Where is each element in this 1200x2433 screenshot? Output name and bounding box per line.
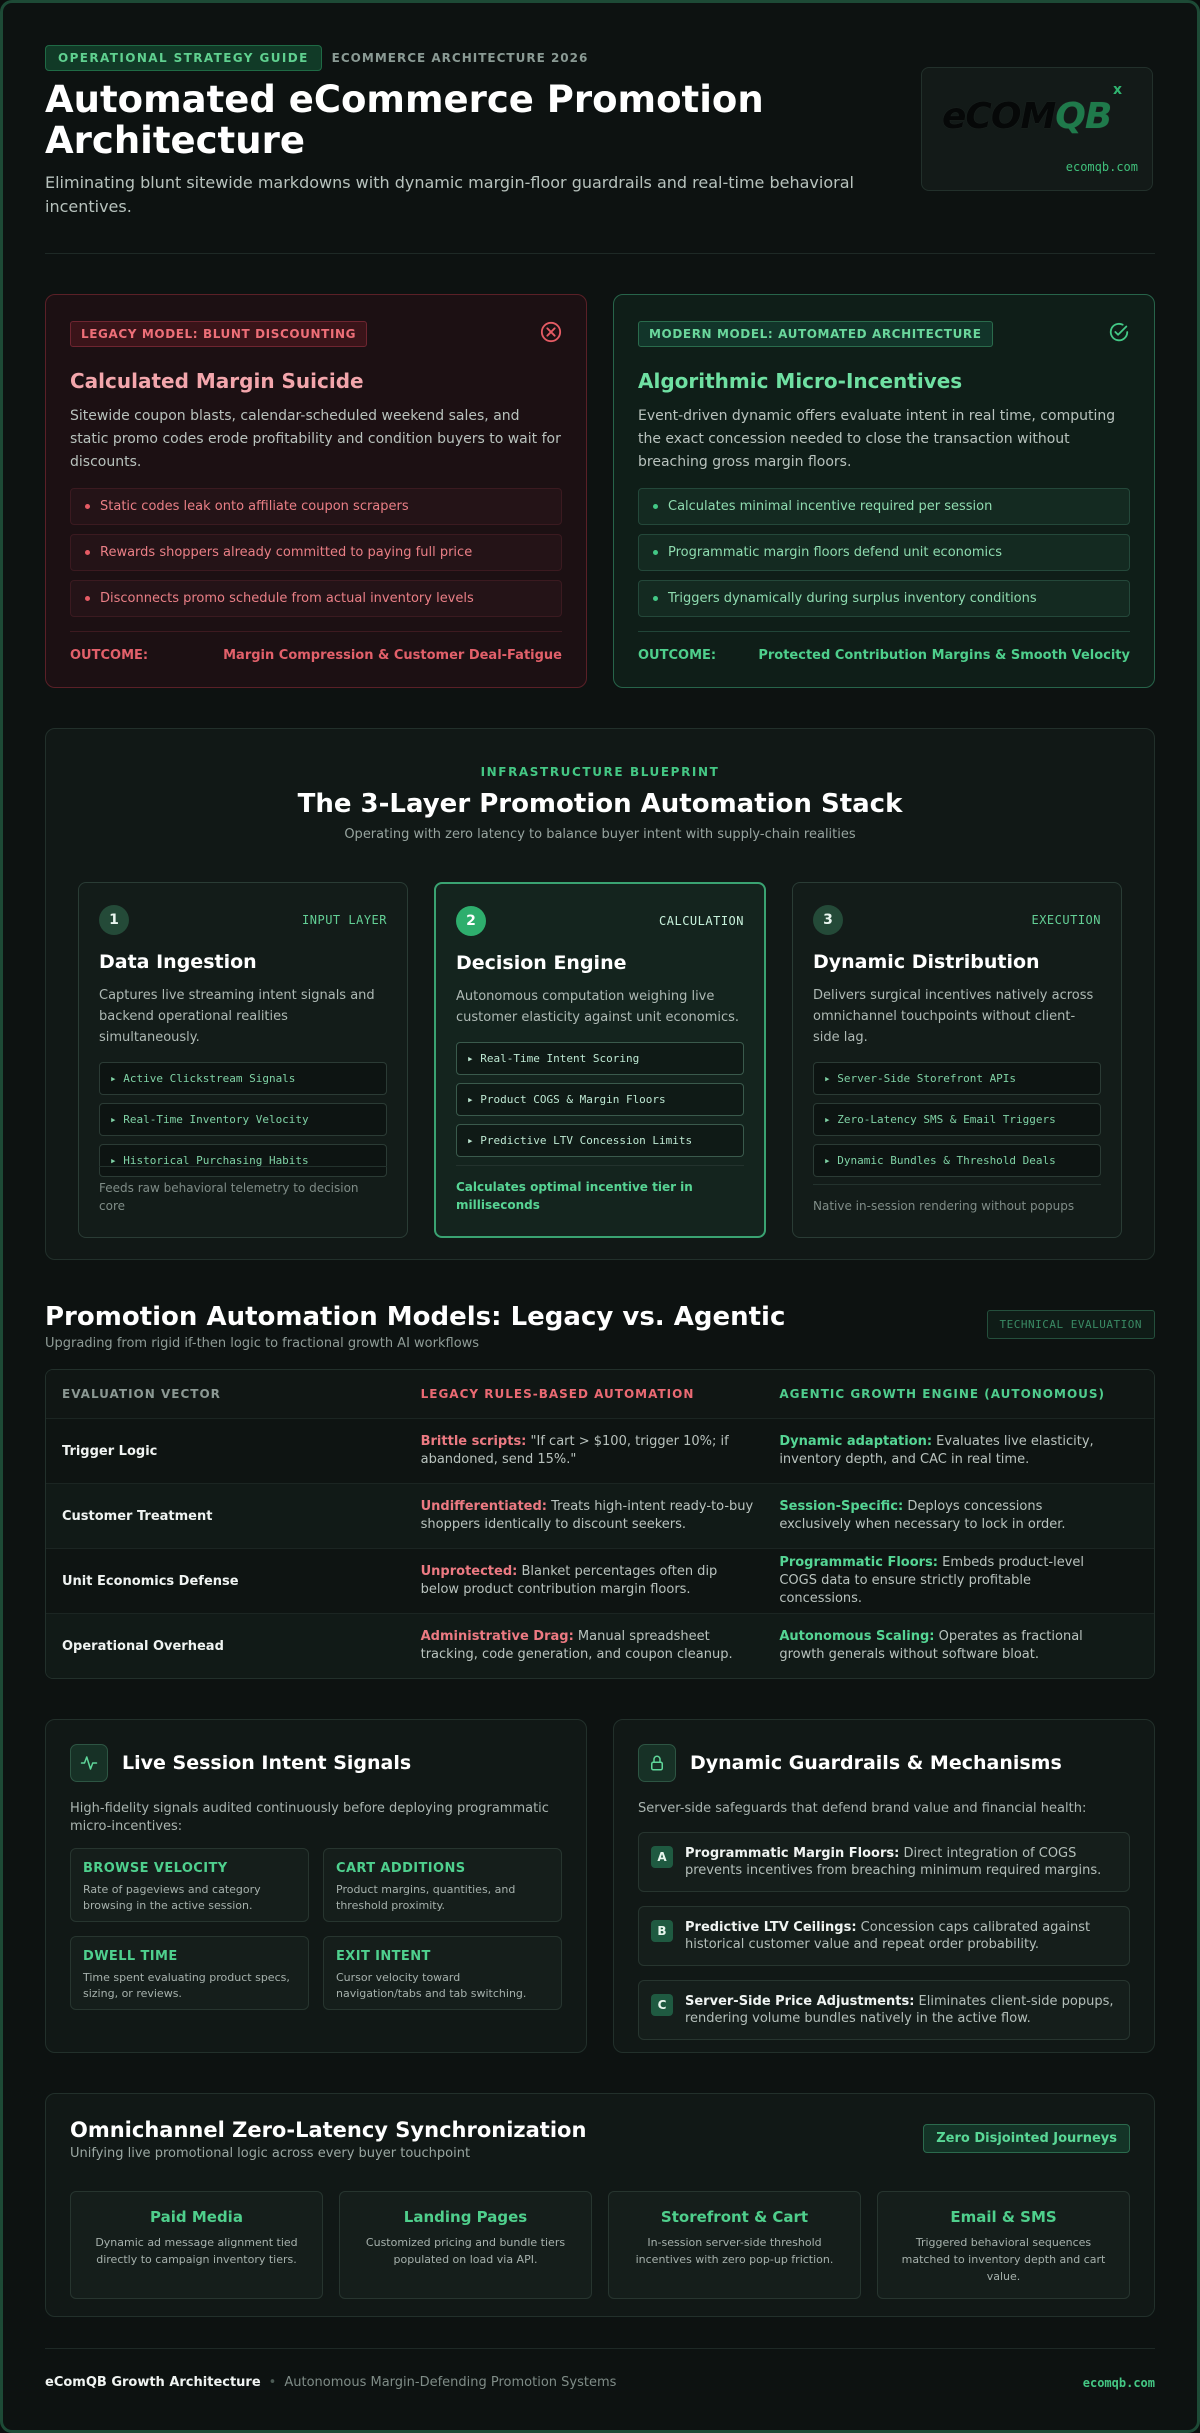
header-divider <box>45 253 1155 254</box>
outcome-label: OUTCOME: <box>70 648 149 663</box>
modern-title: Algorithmic Micro-Incentives <box>638 369 963 393</box>
modern-desc: Event-driven dynamic offers evaluate intent in real time, computing the exact concession needed to close the transaction without breaching gross margin floors. <box>638 408 1116 470</box>
signal-cards <box>70 1848 562 2010</box>
channel-card: Storefront & Cart In-session server-side threshold incentives with zero pop-up friction. <box>608 2191 861 2299</box>
guardrail-text: Server-Side Price Adjustments: Eliminates client-side popups, rendering volume bundles natively in the active flow. <box>685 1994 1114 2026</box>
bullet-icon <box>85 550 90 555</box>
layer-chip: ▸ Dynamic Bundles & Threshold Deals <box>813 1144 1101 1177</box>
legacy-model-card <box>45 294 587 688</box>
header-subtag: ECOMMERCE ARCHITECTURE 2026 <box>331 51 589 65</box>
layer-chip: ▸ Product COGS & Margin Floors <box>456 1083 744 1116</box>
agentic-cell: Autonomous Scaling: Operates as fractional growth generals without software bloat. <box>779 1629 1083 1662</box>
layer-title: Data Ingestion <box>99 951 257 973</box>
layer-chip: ▸ Real-Time Inventory Velocity <box>99 1103 387 1136</box>
column-header: AGENTIC GROWTH ENGINE (AUTONOMOUS) <box>779 1387 1106 1401</box>
layer-chip: ▸ Zero-Latency SMS & Email Triggers <box>813 1103 1101 1136</box>
list-item: Rewards shoppers already committed to paying full price <box>70 534 562 571</box>
layer-card-distribution <box>792 882 1122 1238</box>
omni-header <box>70 2118 1130 2161</box>
layer-chip: ▸ Predictive LTV Concession Limits <box>456 1124 744 1157</box>
agentic-cell: Programmatic Floors: Embeds product-level COGS data to ensure strictly profitable concessions. <box>779 1555 1085 1606</box>
zero-journeys-badge: Zero Disjointed Journeys <box>923 2124 1130 2153</box>
activity-pulse-icon <box>70 1744 108 1782</box>
stack-subtitle: Operating with zero latency to balance buyer intent with supply-chain realities <box>344 827 856 842</box>
layer-chips <box>456 1042 744 1157</box>
panel-desc: High-fidelity signals audited continuously before deploying programmatic micro-incentives: <box>70 1801 549 1834</box>
list-item: Programmatic margin floors defend unit economics <box>638 534 1130 571</box>
list-item: Triggers dynamically during surplus inventory conditions <box>638 580 1130 617</box>
signal-card: CART ADDITIONS Product margins, quantities, and threshold proximity. <box>323 1848 562 1922</box>
guardrail-letter: A <box>651 1846 673 1868</box>
channel-cards <box>70 2191 1130 2299</box>
layer-tag: CALCULATION <box>659 914 744 928</box>
layer-card-decision <box>434 882 766 1238</box>
signal-card: BROWSE VELOCITY Rate of pageviews and category browsing in the active session. <box>70 1848 309 1922</box>
table-row <box>46 1548 1154 1613</box>
automation-stack <box>45 728 1155 1260</box>
stack-eyebrow: INFRASTRUCTURE BLUEPRINT <box>480 765 720 779</box>
brand-logo[interactable] <box>921 67 1153 191</box>
table-header-row <box>46 1370 1154 1418</box>
guardrail-letter: C <box>651 1994 673 2016</box>
panel-desc: Server-side safeguards that defend brand value and financial health: <box>638 1801 1087 1816</box>
layer-chip: ▸ Server-Side Storefront APIs <box>813 1062 1101 1095</box>
channel-card: Paid Media Dynamic ad message alignment tied directly to campaign inventory tiers. <box>70 2191 323 2299</box>
legacy-cell: Administrative Drag: Manual spreadsheet tracking, code generation, and coupon cleanup. <box>420 1629 733 1662</box>
row-vector: Trigger Logic <box>62 1443 158 1459</box>
omni-title: Omnichannel Zero-Latency Synchronization <box>70 2118 587 2142</box>
signal-card: DWELL TIME Time spent evaluating product specs, sizing, or reviews. <box>70 1936 309 2010</box>
guardrail-item <box>638 1980 1130 2040</box>
layer-number: 1 <box>99 905 129 935</box>
guardrail-item <box>638 1906 1130 1966</box>
channel-card: Email & SMS Triggered behavioral sequences matched to inventory depth and cart value. <box>877 2191 1130 2299</box>
layer-tag: INPUT LAYER <box>302 913 387 927</box>
legacy-desc: Sitewide coupon blasts, calendar-scheduled weekend sales, and static promo codes erode profitability and condition buyers to wait for discounts. <box>70 408 561 470</box>
list-item: Disconnects promo schedule from actual inventory levels <box>70 580 562 617</box>
legacy-list <box>70 488 562 617</box>
modern-model-card <box>613 294 1155 688</box>
layer-title: Dynamic Distribution <box>813 951 1040 973</box>
guardrails-panel <box>613 1719 1155 2053</box>
row-vector: Operational Overhead <box>62 1638 224 1654</box>
layer-desc: Delivers surgical incentives natively across omnichannel touchpoints without client-side lag. <box>813 988 1094 1045</box>
page-lede: Eliminating blunt sitewide markdowns with dynamic margin-floor guardrails and real-time behavioral incentives. <box>45 173 854 216</box>
signal-card: EXIT INTENT Cursor velocity toward navigation/tabs and tab switching. <box>323 1936 562 2010</box>
channel-card: Landing Pages Customized pricing and bundle tiers populated on load via API. <box>339 2191 592 2299</box>
panel-title: Dynamic Guardrails & Mechanisms <box>690 1752 1062 1774</box>
legacy-cell: Unprotected: Blanket percentages often dip below product contribution margin floors. <box>420 1564 718 1597</box>
column-header: EVALUATION VECTOR <box>62 1387 221 1401</box>
models-subtitle: Upgrading from rigid if-then logic to fractional growth AI workflows <box>45 1336 480 1351</box>
table-row <box>46 1613 1154 1678</box>
row-vector: Customer Treatment <box>62 1508 213 1524</box>
logo-wordmark: eCOMQB <box>942 96 1112 137</box>
agentic-cell: Dynamic adaptation: Evaluates live elasticity, inventory depth, and CAC in real time. <box>779 1434 1094 1467</box>
bullet-icon <box>653 504 658 509</box>
bullet-icon <box>85 504 90 509</box>
signals-guardrails-row <box>45 1719 1155 2053</box>
layer-chip: ▸ Real-Time Intent Scoring <box>456 1042 744 1075</box>
modern-tag: MODERN MODEL: AUTOMATED ARCHITECTURE <box>638 321 993 347</box>
comparison-table <box>45 1369 1155 1679</box>
logo-url[interactable]: ecomqb.com <box>1065 160 1138 174</box>
list-item: Static codes leak onto affiliate coupon scrapers <box>70 488 562 525</box>
page-footer <box>45 2348 1155 2390</box>
list-item: Calculates minimal incentive required per session <box>638 488 1130 525</box>
logo-x-mark: x <box>1112 82 1122 98</box>
table-row <box>46 1483 1154 1548</box>
outcome-label: OUTCOME: <box>638 648 717 663</box>
bullet-icon <box>653 596 658 601</box>
check-circle-icon <box>1108 321 1130 343</box>
layer-chips <box>99 1062 387 1177</box>
close-circle-icon <box>540 321 562 343</box>
layer-chips <box>813 1062 1101 1177</box>
guardrail-text: Predictive LTV Ceilings: Concession caps calibrated against historical customer value and repeat order probability. <box>685 1920 1091 1952</box>
agentic-cell: Session-Specific: Deploys concessions exclusively when necessary to lock in order. <box>779 1499 1066 1532</box>
layer-title: Decision Engine <box>456 952 627 974</box>
lock-icon <box>638 1744 676 1782</box>
models-title: Promotion Automation Models: Legacy vs. Agentic <box>45 1302 786 1332</box>
guide-badge: OPERATIONAL STRATEGY GUIDE <box>45 45 322 71</box>
layer-desc: Autonomous computation weighing live customer elasticity against unit economics. <box>456 989 740 1025</box>
footer-url-link[interactable]: ecomqb.com <box>1082 2375 1155 2390</box>
row-vector: Unit Economics Defense <box>62 1573 239 1589</box>
modern-list <box>638 488 1130 617</box>
layer-chip: ▸ Historical Purchasing Habits <box>99 1144 387 1177</box>
intent-signals-panel <box>45 1719 587 2053</box>
bullet-icon <box>85 596 90 601</box>
footer-brand: eComQB Growth Architecture • Autonomous Margin-Defending Promotion Systems <box>45 2375 617 2390</box>
layer-number: 3 <box>813 905 843 935</box>
legacy-cell: Brittle scripts: "If cart > $100, trigger 10%; if abandoned, send 15%." <box>420 1434 729 1467</box>
layer-number: 2 <box>456 906 486 936</box>
layer-desc: Captures live streaming intent signals and backend operational realities simultaneously. <box>99 988 375 1045</box>
layer-footer: Native in-session rendering without popups <box>813 1184 1101 1215</box>
guardrail-letter: B <box>651 1920 673 1942</box>
layer-chip: ▸ Active Clickstream Signals <box>99 1062 387 1095</box>
layer-footer: Calculates optimal incentive tier in milliseconds <box>456 1165 744 1214</box>
omni-subtitle: Unifying live promotional logic across every buyer touchpoint <box>70 2146 471 2161</box>
panel-title: Live Session Intent Signals <box>122 1752 412 1774</box>
outcome-value: Protected Contribution Margins & Smooth Velocity <box>758 648 1130 663</box>
omnichannel-panel <box>45 2093 1155 2317</box>
outcome-value: Margin Compression & Customer Deal-Fatigue <box>223 648 562 663</box>
bullet-icon <box>653 550 658 555</box>
modern-outcome <box>638 631 1130 663</box>
guardrail-item <box>638 1832 1130 1892</box>
stack-layers <box>78 882 1122 1238</box>
stack-title: The 3-Layer Promotion Automation Stack <box>297 789 903 819</box>
models-header <box>45 1302 1155 1351</box>
legacy-outcome <box>70 631 562 663</box>
page-title: Automated eCommerce Promotion Architecture <box>45 78 764 162</box>
layer-card-ingestion <box>78 882 408 1238</box>
guardrail-text: Programmatic Margin Floors: Direct integration of COGS prevents incentives from breaching minimum required margins. <box>685 1846 1102 1878</box>
column-header: LEGACY RULES-BASED AUTOMATION <box>420 1387 695 1401</box>
legacy-cell: Undifferentiated: Treats high-intent ready-to-buy shoppers identically to discount seekers. <box>420 1499 754 1532</box>
model-comparison <box>45 294 1155 688</box>
panel-header <box>70 1744 562 1782</box>
layer-tag: EXECUTION <box>1031 913 1101 927</box>
technical-evaluation-badge: TECHNICAL EVALUATION <box>987 1310 1155 1339</box>
table-row <box>46 1418 1154 1483</box>
layer-footer: Feeds raw behavioral telemetry to decision core <box>99 1166 387 1215</box>
legacy-tag: LEGACY MODEL: BLUNT DISCOUNTING <box>70 321 367 347</box>
panel-header <box>638 1744 1130 1782</box>
legacy-title: Calculated Margin Suicide <box>70 369 364 393</box>
